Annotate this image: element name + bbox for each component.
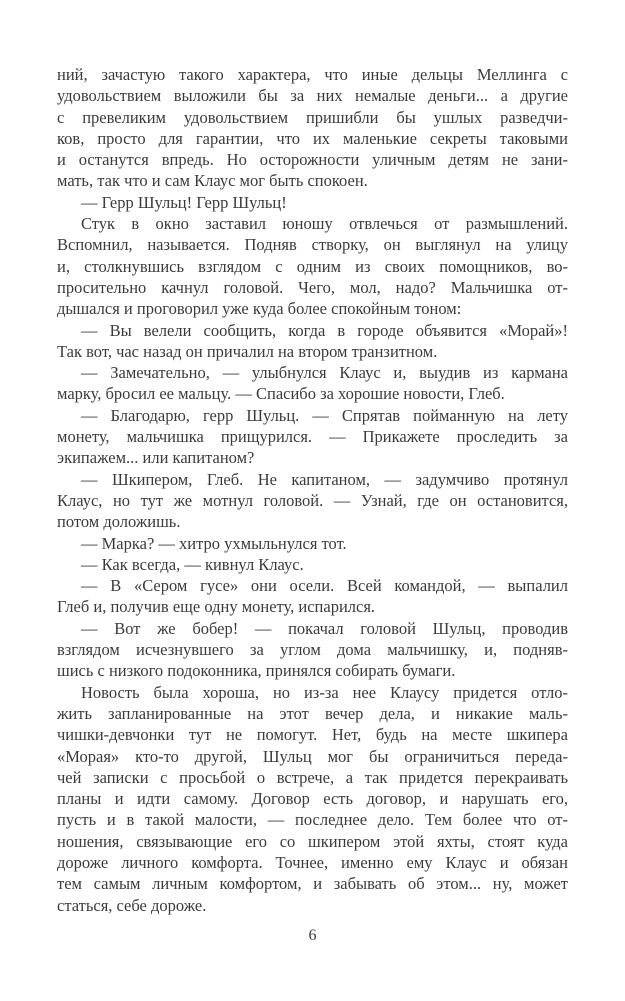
text-line: — Вот же бобер! — покачал головой Шульц, проводив <box>81 618 568 638</box>
text-line: экипажем... или капитаном? <box>57 448 255 468</box>
text-line: — В «Сером гусе» они осели. Всей командой, — выпалил <box>81 576 568 596</box>
text-line: статься, себе дороже. <box>57 895 207 915</box>
text-line: просительно качнул головой. Чего, мол, надо? Мальчишка от- <box>57 277 568 297</box>
text-line: мать, так что и сам Клаус мог быть спокоен. <box>57 171 368 191</box>
text-line: чей записки с просьбой о встрече, а так придется перекраивать <box>57 767 568 787</box>
text-line: Так вот, час назад он причалил на втором транзитном. <box>57 341 438 361</box>
text-line: планы и идти самому. Договор есть договор, и нарушать его, <box>57 789 568 809</box>
page-number: 6 <box>308 926 317 944</box>
text-line: и останутся впредь. Но осторожности уличным детям не зани- <box>57 150 568 170</box>
paragraph <box>57 192 568 213</box>
text-line: Стук в окно заставил юношу отвлечься от размышлений. <box>81 214 568 234</box>
text-line: — Замечательно, — улыбнулся Клаус и, выудив из кармана <box>81 363 568 383</box>
paragraph <box>57 213 568 319</box>
text-line: «Морая» кто-то другой, Шульц мог бы ограничиться переда- <box>57 746 568 766</box>
paragraph <box>57 362 568 405</box>
text-line: шись с низкого подоконника, принялся собирать бумаги. <box>57 661 456 681</box>
text-line: — Как всегда, — кивнул Клаус. <box>81 554 304 574</box>
text-line: марку, бросил ее мальцу. — Спасибо за хорошие новости, Глеб. <box>57 384 505 404</box>
text-line: чишки-девчонки тут не помогут. Нет, будь на месте шкипера <box>57 725 568 745</box>
text-line: тем самым личным комфортом, и забывать об этом... ну, может <box>57 874 568 894</box>
paragraph <box>57 682 568 916</box>
text-line: — Марка? — хитро ухмыльнулся тот. <box>81 533 347 553</box>
text-line: Глеб и, получив еще одну монету, испарился. <box>57 597 376 617</box>
paragraph <box>57 575 568 618</box>
text-line: жить запланированные на этот вечер дела, и никакие маль- <box>57 703 568 723</box>
text-line: потом доложишь. <box>57 512 181 532</box>
text-block <box>57 64 568 916</box>
paragraph <box>57 405 568 469</box>
text-line: — Вы велели сообщить, когда в городе объявится «Морай»! <box>81 320 568 340</box>
paragraph <box>57 554 568 575</box>
paragraph <box>57 320 568 363</box>
text-line: ков, просто для гарантии, что их маленькие секреты таковыми <box>57 128 568 148</box>
text-line: взглядом исчезнувшего за углом дома мальчишку, и, подняв- <box>57 640 568 660</box>
text-line: пусть и в такой малости, — последнее дело. Тем более что от- <box>57 810 568 830</box>
text-line: — Герр Шульц! Герр Шульц! <box>81 192 287 212</box>
text-line: — Благодарю, герр Шульц. — Спрятав пойманную на лету <box>81 405 568 425</box>
paragraph <box>57 618 568 682</box>
text-line: дышался и проговорил уже куда более спокойным тоном: <box>57 299 462 319</box>
text-line: и, столкнувшись взглядом с одним из своих помощников, во- <box>57 256 568 276</box>
paragraph <box>57 64 568 192</box>
text-line: дороже личного комфорта. Точнее, именно ему Клаус и обязан <box>57 852 568 872</box>
text-line: ний, зачастую такого характера, что иные дельцы Меллинга с <box>57 65 568 84</box>
text-line: ношения, связывающие его со шкипером этой яхты, стоят куда <box>57 831 568 851</box>
text-line: Новость была хороша, но из-за нее Клаусу придется отло- <box>81 682 568 702</box>
text-line: — Шкипером, Глеб. Не капитаном, — задумчиво протянул <box>81 469 568 489</box>
paragraph <box>57 469 568 533</box>
paragraph <box>57 533 568 554</box>
text-line: монету, мальчишка прищурился. — Прикажете проследить за <box>57 427 568 447</box>
text-line: с превеликим удовольствием пришибли бы ушлых разведчи- <box>57 107 568 127</box>
text-line: Вспомнил, называется. Подняв створку, он выглянул на улицу <box>57 235 568 255</box>
text-line: удовольствием выложили бы за них немалые деньги... а другие <box>57 86 568 106</box>
text-line: Клаус, но тут же мотнул головой. — Узнай, где он остановится, <box>57 490 568 510</box>
